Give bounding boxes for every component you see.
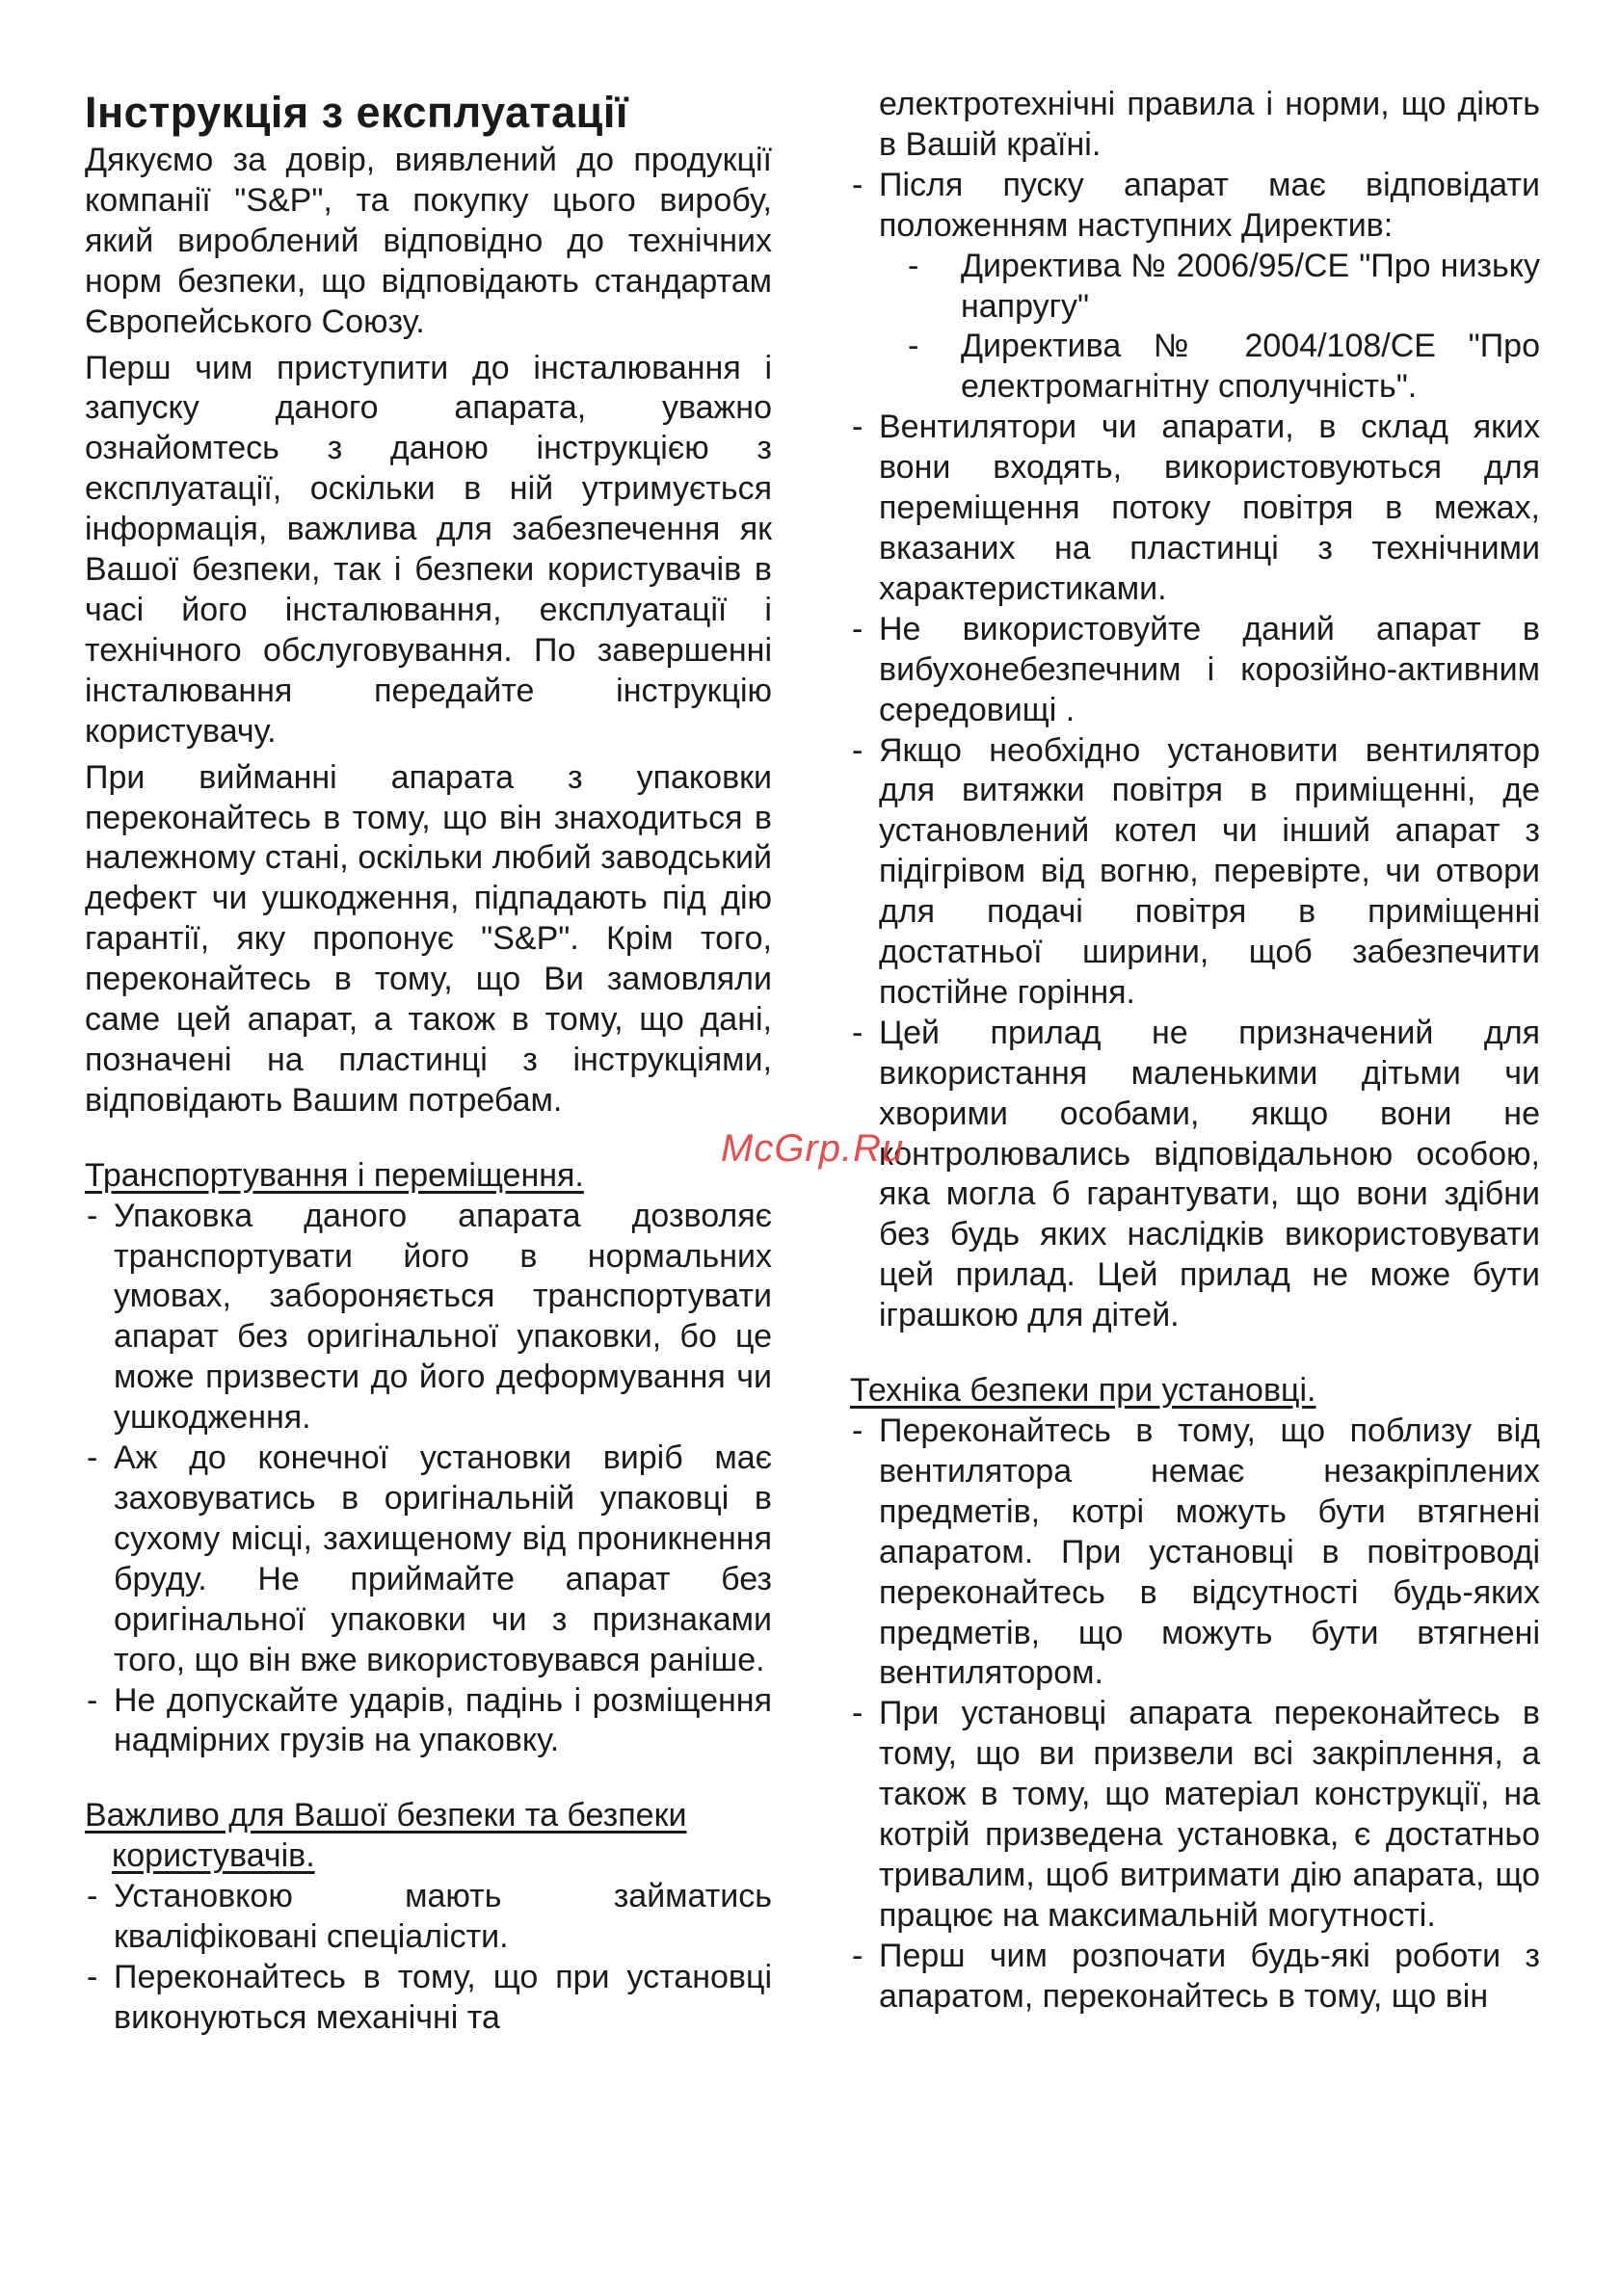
transport-list: [85, 1197, 772, 1762]
right-column: [850, 85, 1540, 2018]
intro-paragraph-3: При вийманні апарата з упаковки переконайтесь в тому, що він знаходиться в належному стані, оскільки любий заводський дефект чи ушкодження, підпадають під дію гарантії, яку пропонує "S&P". Крім того, переконайтесь в тому, що Ви замовляли саме цей апарат, а також в тому, що дані, позначені на пластинці з інструкціями, відповідають Вашим потребам.: [85, 758, 772, 1119]
install-list: [850, 1412, 1540, 2018]
list-item: - Не допускайте ударів, падінь і розміщення надмірних грузів на упаковку.: [85, 1681, 772, 1762]
safety-heading-line-1: Важливо для Вашої безпеки та безпеки: [85, 1797, 687, 1834]
page-title: Інструкція з експлуатації: [85, 88, 628, 137]
watermark: McGrp.Ru: [721, 1127, 905, 1170]
list-item: - Якщо необхідно установити вентилятор для витяжки повітря в приміщенні, де установлений котел чи інший апарат з підігрівом від вогню, перевірте, чи отвори для подачі повітря в приміщенні достатньої ширини, щоб забезпечити постійне горіння.: [850, 731, 1540, 1014]
directive-item: - Директива № 2004/108/CE "Про електромагнітну сполучність".: [850, 327, 1540, 408]
safety-list: [85, 1877, 772, 2039]
list-item: - Після пуску апарат має відповідати положенням наступних Директив:: [850, 166, 1540, 247]
continuation-text: електротехнічні правила і норми, що діють в Вашій країні.: [879, 86, 1540, 163]
safety-heading: [85, 1796, 772, 1877]
left-column: [85, 85, 772, 2039]
intro-paragraph-2: Перш чим приступити до інсталювання і запуску даного апарата, уважно ознайомтесь з даною інструкцією з експлуатації, оскільки в ній утримується інформація, важлива для забезпечення як Вашої безпеки, так і безпеки користувачів в часі його інсталювання, експлуатації і технічного обслуговування. По завершенні інсталювання передайте інструкцію користувачу.: [85, 349, 772, 750]
list-item: - Перш чим розпочати будь-які роботи з апаратом, переконайтесь в тому, що він: [850, 1937, 1540, 2018]
list-item: - Цей прилад не призначений для використання маленькими дітьми чи хворими особами, якщо вони не контролювались відповідальною особою, яка могла б гарантувати, що вони здібни без будь яких наслідків використовувати цей прилад. Цей прилад не може бути іграшкою для дітей.: [850, 1014, 1540, 1336]
transport-heading: Транспортування і переміщення.: [85, 1156, 584, 1194]
requirements-list-b: [850, 408, 1540, 1336]
list-item: - При установці апарата переконайтесь в тому, що ви призвели всі закріплення, а також в тому, що матеріал конструкції, на котрій призведена установка, є достатньо тривалим, щоб витримати дію апарата, що працює на максимальній могутності.: [850, 1694, 1540, 1936]
requirements-list-a: [850, 166, 1540, 247]
list-item: - Не використовуйте даний апарат в вибухонебезпечним і корозійно-активним середовищі .: [850, 610, 1540, 731]
directive-item: - Директива № 2006/95/CE "Про низьку напругу": [850, 247, 1540, 328]
list-item: - Упаковка даного апарата дозволяє транспортувати його в нормальних умовах, забороняється транспортувати апарат без оригінальної упаковки, бо це може призвести до його деформування чи ушкодження.: [85, 1197, 772, 1438]
intro-paragraph-1: Дякуємо за довір, виявлений до продукції компанії "S&P", та покупку цього виробу, який вироблений відповідно до технічних норм безпеки, що відповідають стандартам Європейського Союзу.: [85, 142, 772, 340]
install-heading: Техніка безпеки при установці.: [850, 1372, 1316, 1410]
list-item: - Переконайтесь в тому, що поблизу від вентилятора немає незакріплених предметів, котрі можуть бути втягнені апаратом. При установці в повітроводі переконайтесь в відсутності будь-яких предметів, що можуть бути втягнені вентилятором.: [850, 1412, 1540, 1694]
list-item: - Переконайтесь в тому, що при установці виконуються механічні та: [85, 1958, 772, 2039]
list-item: - Установкою мають займатись кваліфіковані спеціалісти.: [85, 1877, 772, 1958]
directives-list: [850, 247, 1540, 409]
list-item: - Вентилятори чи апарати, в склад яких вони входять, використовуються для переміщення потоку повітря в межах, вказаних на пластинці з технічними характеристиками.: [850, 408, 1540, 610]
safety-heading-line-2: користувачів.: [112, 1837, 315, 1875]
list-item: - Аж до конечної установки виріб має заховуватись в оригінальній упаковці в сухому місці, захищеному від проникнення бруду. Не приймайте апарат без оригінальної упаковки чи з признаками того, що він вже використовувався раніше.: [85, 1438, 772, 1680]
